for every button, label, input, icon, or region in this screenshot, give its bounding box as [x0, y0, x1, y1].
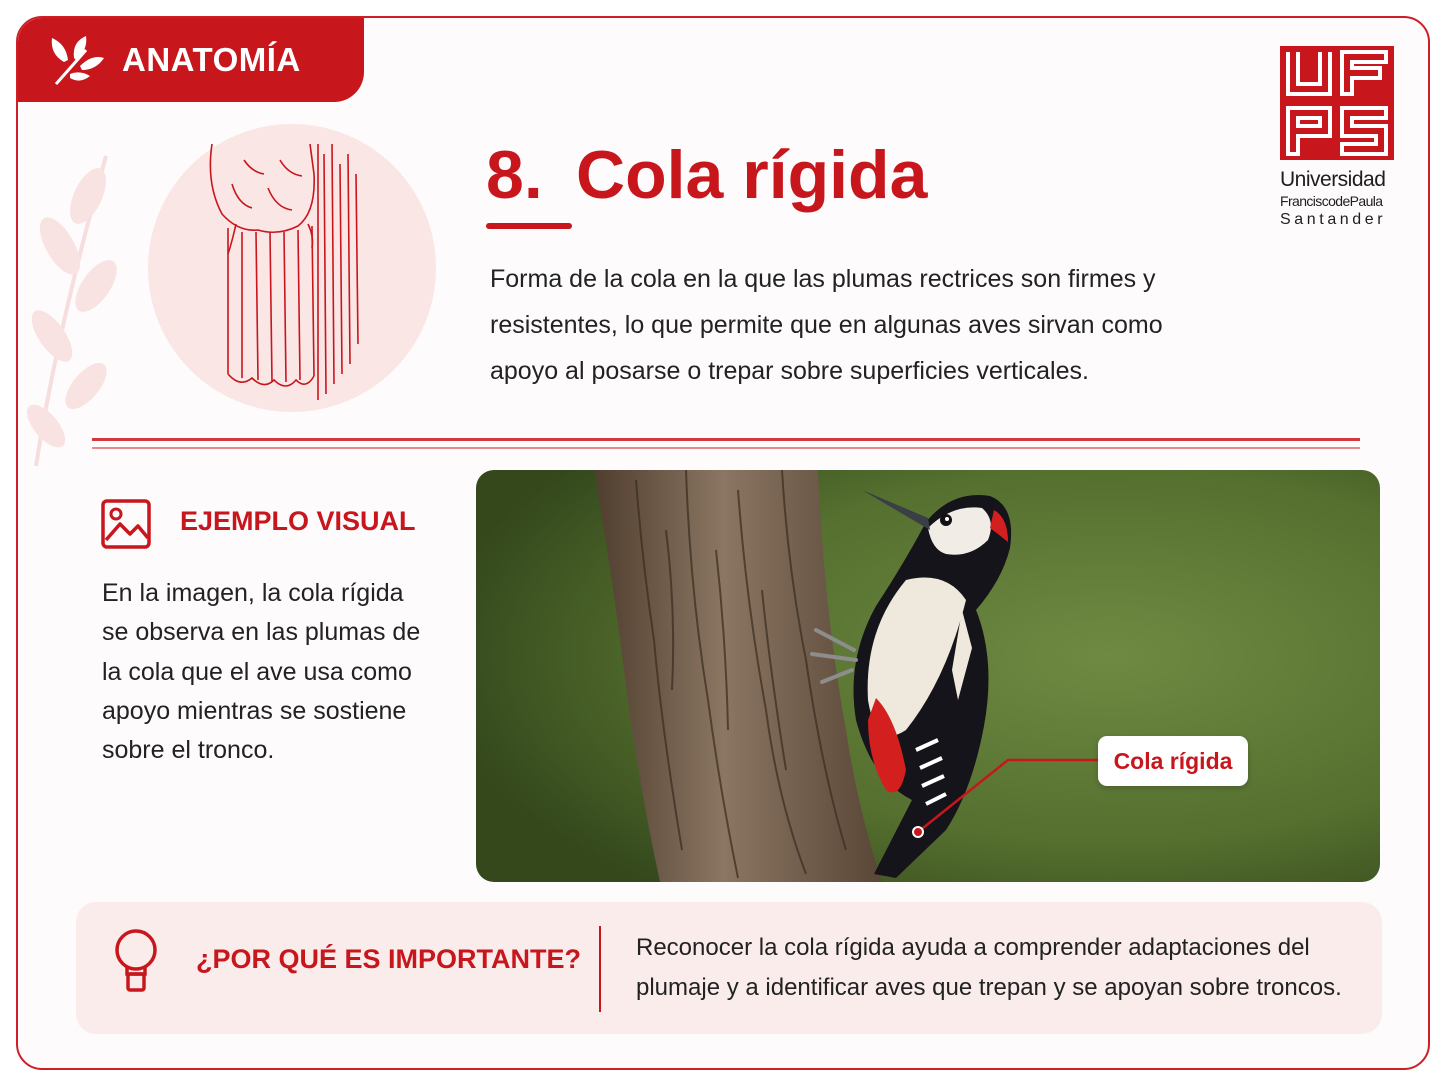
info-card [16, 16, 1430, 1070]
leaf-icon [46, 32, 106, 88]
woodpecker-photo [476, 470, 1380, 882]
definition-text: Forma de la cola en la que las plumas rectrices son firmes y resistentes, lo que permite que en algunas aves sirvan como apoyo al posarse o trepar sobre superficies verticales. [490, 265, 1163, 385]
page-title: Cola rígida [576, 137, 928, 213]
ufps-logo [1280, 46, 1398, 229]
logo-region: Santander [1280, 211, 1387, 228]
image-icon [100, 498, 152, 550]
category-label: ANATOMÍA [122, 41, 301, 78]
example-text: En la imagen, la cola rígida se observa en las plumas de la cola que el ave usa como apoyo mientras se sostiene sobre el tronco. [102, 579, 421, 765]
title-number: 8. [486, 137, 543, 213]
lightbulb-icon [110, 928, 162, 994]
tail-illustration [148, 124, 436, 414]
tail-callout-label: Cola rígida [1098, 736, 1248, 786]
importance-separator [599, 926, 601, 1012]
section-divider-thin [92, 447, 1360, 449]
logo-university: Universidad [1280, 168, 1386, 191]
section-divider [92, 438, 1360, 441]
example-title: EJEMPLO VISUAL [180, 506, 416, 536]
importance-title: ¿POR QUÉ ES IMPORTANTE? [196, 944, 582, 974]
category-tag [18, 18, 364, 102]
decorative-sprig [26, 136, 136, 476]
ufps-logo-mark [1280, 46, 1394, 160]
logo-name: FranciscodePaula [1280, 193, 1383, 209]
title-underline [486, 223, 572, 229]
importance-text: Reconocer la cola rígida ayuda a comprender adaptaciones del plumaje y a identificar aves que trepan y se apoyan sobre troncos. [636, 934, 1342, 1001]
